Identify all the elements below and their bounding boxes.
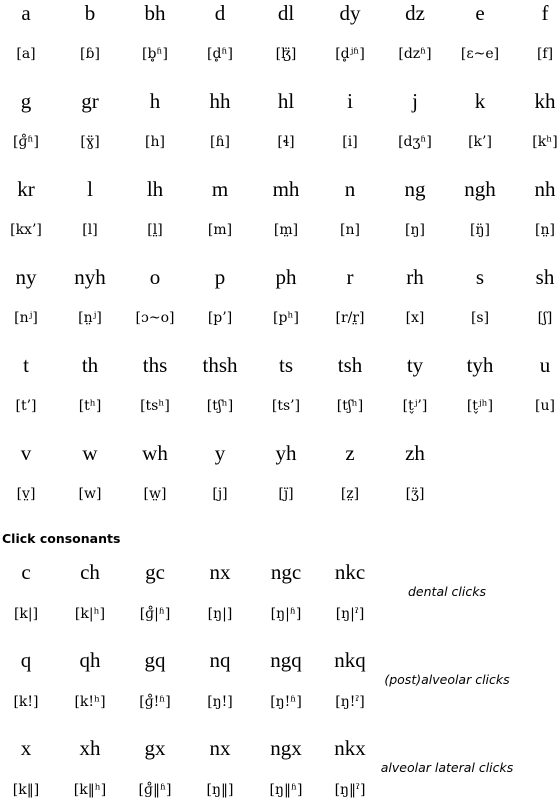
letter: rh (406, 265, 424, 289)
letter: m (211, 177, 229, 201)
ipa-transcription: [ɛ~e] (460, 46, 500, 62)
ipa-transcription: [nʲ] (14, 310, 38, 326)
click-ipa-transcription: [k‖] (12, 782, 40, 798)
letter: nyh (74, 265, 106, 289)
ipa-transcription: [t̬ʲ’] (402, 398, 428, 414)
letter: d (214, 1, 226, 25)
letter: p (214, 265, 226, 289)
ipa-transcription: [b̥ʱ] (142, 46, 168, 62)
click-ipa-transcription: [ŋ|] (207, 606, 233, 622)
letter: ths (142, 353, 168, 377)
ipa-transcription: [w̤] (143, 486, 167, 502)
click-letter: gq (144, 648, 166, 672)
click-type-label: dental clicks (408, 584, 486, 599)
click-letter: nx (209, 560, 231, 584)
ipa-transcription: [tʃʰ] (336, 398, 364, 414)
click-letter: xh (79, 736, 101, 760)
click-letter: nq (209, 648, 231, 672)
ipa-transcription: [n] (340, 222, 360, 238)
ipa-transcription: [j] (212, 486, 228, 502)
ipa-transcription: [v̤] (16, 486, 36, 502)
ipa-transcription: [a] (16, 46, 36, 62)
letter: yh (275, 441, 297, 465)
letter: dl (277, 1, 295, 25)
ipa-transcription: [n̤ʲ] (78, 310, 102, 326)
ipa-transcription: [ŋ̈] (470, 222, 490, 238)
letter: thsh (202, 353, 238, 377)
letter: lh (146, 177, 164, 201)
letter: i (347, 89, 353, 113)
ipa-transcription: [ts’] (271, 398, 301, 414)
letter: a (21, 1, 31, 25)
click-letter: ngx (270, 736, 302, 760)
click-ipa-transcription: [k‖ʰ] (73, 782, 107, 798)
ipa-transcription: [ɣ̈] (80, 134, 100, 150)
letter: tsh (337, 353, 363, 377)
letter: ngh (464, 177, 496, 201)
click-ipa-transcription: [ɡ̊‖ʱ] (138, 782, 172, 798)
ipa-transcription: [ʃ] (537, 310, 553, 326)
ipa-transcription: [tʃʰ] (206, 398, 234, 414)
click-ipa-transcription: [k!] (13, 694, 39, 710)
click-type-label: (post)alveolar clicks (384, 672, 510, 687)
click-ipa-transcription: [ɡ̊|ʱ] (139, 606, 171, 622)
letter: u (539, 353, 551, 377)
ipa-transcription: [l] (82, 222, 98, 238)
letter: ty (406, 353, 424, 377)
ipa-transcription: [r/r̤] (335, 310, 365, 326)
ipa-transcription: [d̥ʲʱ] (335, 46, 365, 62)
letter: kr (17, 177, 35, 201)
letter: hl (277, 89, 295, 113)
click-letter: nkx (334, 736, 366, 760)
letter: f (541, 1, 549, 25)
ipa-transcription: [ʒ̈] (405, 486, 425, 502)
letter: y (214, 441, 226, 465)
ipa-transcription: [s] (470, 310, 490, 326)
letter: t (23, 353, 29, 377)
ipa-transcription: [l̤] (147, 222, 163, 238)
letter: tyh (466, 353, 494, 377)
letter: gr (81, 89, 99, 113)
ipa-transcription: [z̤] (340, 486, 360, 502)
ipa-transcription: [m̤] (273, 222, 299, 238)
letter: hh (209, 89, 231, 113)
click-ipa-transcription: [ŋ!ʱ] (270, 694, 302, 710)
ipa-transcription: [x] (405, 310, 425, 326)
click-letter: qh (79, 648, 101, 672)
letter: l (87, 177, 93, 201)
ipa-transcription: [ɡ̊ʱ] (13, 134, 39, 150)
click-letter: c (21, 560, 31, 584)
letter: ng (404, 177, 426, 201)
ipa-transcription: [k’] (468, 134, 492, 150)
click-letter: gc (145, 560, 165, 584)
letter: r (346, 265, 354, 289)
letter: z (345, 441, 355, 465)
click-letter: x (20, 736, 32, 760)
click-ipa-transcription: [ŋ!ˀ] (335, 694, 365, 710)
click-letter: ngc (270, 560, 302, 584)
click-ipa-transcription: [ɡ̊!ʱ] (139, 694, 171, 710)
click-letter: gx (144, 736, 166, 760)
letter: v (20, 441, 32, 465)
letter: h (149, 89, 161, 113)
ipa-transcription: [t̬ʲʰ] (466, 398, 494, 414)
letter: ph (275, 265, 297, 289)
click-ipa-transcription: [ŋ‖ʱ] (269, 782, 303, 798)
letter: mh (272, 177, 300, 201)
letter: k (474, 89, 486, 113)
ipa-transcription: [tʰ] (78, 398, 102, 414)
letter: b (84, 1, 96, 25)
ipa-transcription: [dzʱ] (398, 46, 432, 62)
ipa-transcription: [u] (535, 398, 555, 414)
letter: w (82, 441, 98, 465)
ipa-transcription: [m] (207, 222, 233, 238)
ipa-transcription: [tsʰ] (140, 398, 170, 414)
ipa-transcription: [p’] (207, 310, 233, 326)
click-type-label: alveolar lateral clicks (380, 760, 514, 775)
click-letter: nkc (334, 560, 366, 584)
ipa-transcription: [ɓ] (80, 46, 100, 62)
letter: th (81, 353, 99, 377)
ipa-transcription: [ɮ̈] (275, 46, 297, 62)
letter: s (475, 265, 485, 289)
letter: j (412, 89, 418, 113)
click-consonants-heading: Click consonants (2, 531, 121, 546)
click-ipa-transcription: [ŋ‖ˀ] (334, 782, 366, 798)
letter: dy (339, 1, 361, 25)
ipa-transcription: [j̈] (278, 486, 294, 502)
letter: bh (144, 1, 166, 25)
ipa-transcription: [d̥ʱ] (207, 46, 233, 62)
click-letter: nx (209, 736, 231, 760)
ipa-transcription: [ŋ] (405, 222, 425, 238)
letter: e (475, 1, 485, 25)
ipa-transcription: [i] (342, 134, 358, 150)
ipa-transcription: [ɦ] (210, 134, 230, 150)
click-ipa-transcription: [ŋ‖] (206, 782, 234, 798)
letter: kh (534, 89, 556, 113)
click-ipa-transcription: [ŋ|ˀ] (335, 606, 365, 622)
click-letter: ngq (270, 648, 302, 672)
click-ipa-transcription: [k!ʰ] (74, 694, 106, 710)
ipa-transcription: [f] (536, 46, 554, 62)
letter: sh (535, 265, 555, 289)
ipa-transcription: [n̤] (535, 222, 555, 238)
letter: zh (405, 441, 425, 465)
click-ipa-transcription: [k|] (13, 606, 39, 622)
ipa-transcription: [kʰ] (532, 134, 558, 150)
click-letter: ch (80, 560, 100, 584)
letter: ts (278, 353, 293, 377)
ipa-transcription: [h] (145, 134, 165, 150)
letter: g (20, 89, 32, 113)
click-letter: nkq (334, 648, 366, 672)
letter: ny (15, 265, 37, 289)
ipa-transcription: [ɬ] (277, 134, 295, 150)
ipa-transcription: [pʰ] (273, 310, 299, 326)
ipa-transcription: [ɔ~o] (135, 310, 175, 326)
click-ipa-transcription: [ŋ!] (207, 694, 233, 710)
ipa-transcription: [t’] (15, 398, 37, 414)
click-ipa-transcription: [k|ʰ] (74, 606, 106, 622)
click-letter: q (20, 648, 32, 672)
ipa-transcription: [w] (78, 486, 102, 502)
ipa-transcription: [dʒʱ] (398, 134, 432, 150)
letter: n (344, 177, 356, 201)
letter: wh (142, 441, 168, 465)
click-ipa-transcription: [ŋ|ʱ] (270, 606, 302, 622)
ipa-transcription: [kx’] (10, 222, 42, 238)
letter: o (149, 265, 161, 289)
letter: dz (405, 1, 425, 25)
letter: nh (534, 177, 556, 201)
